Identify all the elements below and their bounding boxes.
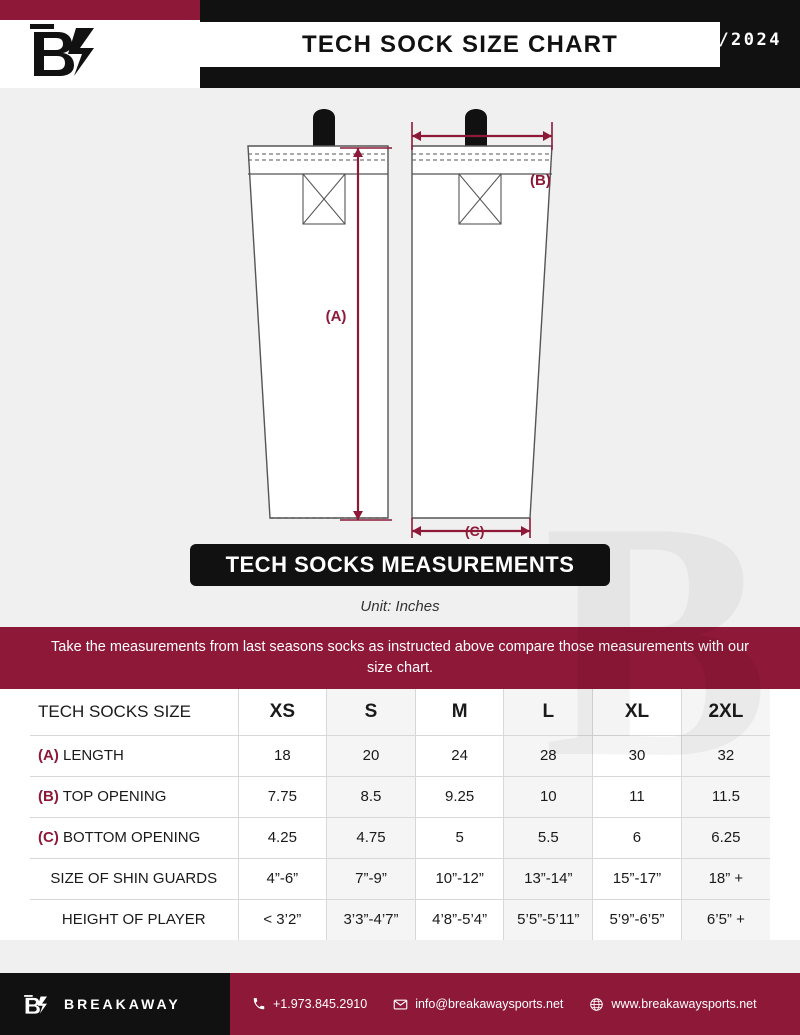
row-label: BOTTOM OPENING	[63, 829, 201, 847]
footer-phone[interactable]	[252, 997, 367, 1011]
table-row	[30, 858, 770, 899]
footer-brand-name: BREAKAWAY	[64, 996, 181, 1012]
diagram-label-c: (C)	[465, 523, 485, 539]
diagram-label-a: (A)	[325, 308, 347, 325]
table-cell: 7.75	[238, 776, 327, 817]
page-footer	[0, 973, 800, 1035]
table-cell: 7”-9”	[327, 858, 416, 899]
table-header-cell: XS	[238, 689, 327, 735]
size-table-wrapper	[0, 689, 800, 940]
table-row	[30, 899, 770, 940]
table-cell: 15”-17”	[593, 858, 682, 899]
sock-diagram	[0, 88, 800, 538]
table-header-row	[30, 689, 770, 735]
table-cell: 4’8”-5’4”	[415, 899, 504, 940]
phone-icon	[252, 997, 266, 1011]
row-label: TOP OPENING	[62, 788, 167, 806]
row-label-cell	[30, 817, 238, 858]
table-cell: 13”-14”	[504, 858, 593, 899]
table-cell: < 3’2”	[238, 899, 327, 940]
table-cell: 9.25	[415, 776, 504, 817]
table-cell: 4.75	[327, 817, 416, 858]
table-cell: 5’9”-6’5”	[593, 899, 682, 940]
table-cell: 30	[593, 735, 682, 776]
row-label-cell: HEIGHT OF PLAYER	[30, 899, 238, 940]
table-cell: 6.25	[681, 817, 770, 858]
table-header-cell: L	[504, 689, 593, 735]
footer-email-text: info@breakawaysports.net	[415, 997, 564, 1011]
table-header-cell: TECH SOCKS SIZE	[30, 689, 238, 735]
table-cell: 28	[504, 735, 593, 776]
table-cell: 5	[415, 817, 504, 858]
row-label-cell: SIZE OF SHIN GUARDS	[30, 858, 238, 899]
header-right-block	[200, 0, 800, 88]
page-title	[200, 22, 720, 67]
row-tag: (A)	[38, 747, 59, 765]
table-cell: 18	[238, 735, 327, 776]
measurements-heading: TECH SOCKS MEASUREMENTS	[190, 544, 610, 586]
page-header	[0, 0, 800, 88]
table-cell: 10”-12”	[415, 858, 504, 899]
globe-icon	[589, 997, 604, 1012]
table-cell: 24	[415, 735, 504, 776]
unit-label: Unit: Inches	[360, 598, 440, 615]
footer-phone-text: +1.973.845.2910	[273, 997, 368, 1011]
instruction-bar: Take the measurements from last seasons socks as instructed above compare those measurements with our size chart.	[0, 627, 800, 689]
table-cell: 20	[327, 735, 416, 776]
table-row	[30, 735, 770, 776]
table-header-cell: M	[415, 689, 504, 735]
table-header-cell: 2XL	[681, 689, 770, 735]
table-cell: 3’3”-4’7”	[327, 899, 416, 940]
row-tag: (B)	[38, 788, 59, 806]
size-chart-table	[30, 689, 770, 940]
table-cell: 11	[593, 776, 682, 817]
season-label: 2023/2024	[667, 30, 782, 50]
footer-website-text: www.breakawaysports.net	[611, 997, 757, 1011]
footer-website[interactable]	[589, 997, 756, 1012]
footer-email[interactable]	[393, 997, 563, 1012]
row-tag: (C)	[38, 829, 59, 847]
sock-diagram-svg	[0, 88, 800, 538]
table-cell: 4”-6”	[238, 858, 327, 899]
row-label: LENGTH	[63, 747, 124, 765]
table-header-cell: XL	[593, 689, 682, 735]
table-cell: 4.25	[238, 817, 327, 858]
table-cell: 10	[504, 776, 593, 817]
page-title-text: TECH SOCK SIZE CHART	[301, 30, 618, 58]
measurements-heading-band	[0, 544, 800, 586]
diagram-label-b: (B)	[530, 172, 551, 189]
footer-contact-block	[230, 973, 800, 1035]
breakaway-b-logo-icon	[24, 18, 108, 80]
row-label-cell	[30, 776, 238, 817]
table-cell: 6	[593, 817, 682, 858]
table-cell: 18” +	[681, 858, 770, 899]
footer-brand-block	[0, 973, 230, 1035]
table-cell: 11.5	[681, 776, 770, 817]
table-cell: 32	[681, 735, 770, 776]
envelope-icon	[393, 997, 408, 1012]
table-header-cell: S	[327, 689, 416, 735]
row-label-cell	[30, 735, 238, 776]
table-cell: 5’5”-5’11”	[504, 899, 593, 940]
table-cell: 8.5	[327, 776, 416, 817]
breakaway-b-logo-icon	[22, 989, 52, 1019]
table-cell: 6’5” +	[681, 899, 770, 940]
table-cell: 5.5	[504, 817, 593, 858]
table-row	[30, 817, 770, 858]
table-row	[30, 776, 770, 817]
